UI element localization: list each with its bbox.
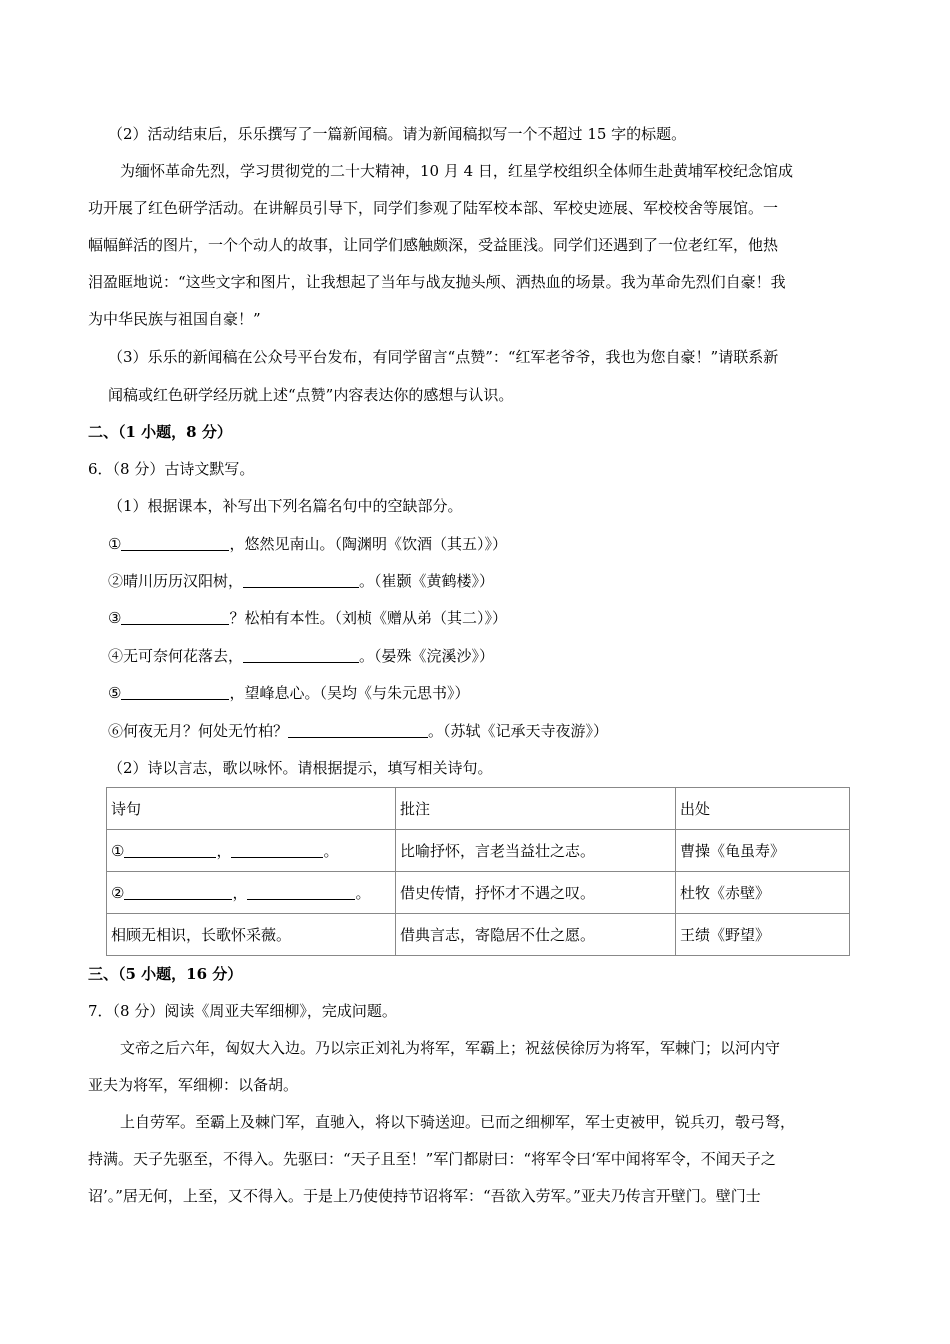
note-cell: 借典言志，寄隐居不仕之愿。	[396, 914, 676, 956]
table-row	[107, 830, 850, 872]
note-cell: 借史传情，抒怀才不遇之叹。	[396, 872, 676, 914]
fill-blank-item: ⑥何夜无月？何处无竹柏？ 。（苏轼《记承天寺夜游》）	[108, 722, 609, 740]
poem-table	[106, 787, 850, 956]
question-title: 7．（8 分）阅读《周亚夫军细柳》，完成问题。	[88, 1002, 397, 1020]
news-line: 功开展了红色研学活动。在讲解员引导下，同学们参观了陆军校本部、军校史迹展、军校校舍等展馆。一	[88, 199, 779, 217]
answer-blank[interactable]	[231, 841, 323, 858]
poem-cell: ② ， 。	[107, 872, 396, 914]
answer-blank[interactable]	[247, 883, 355, 900]
news-line: 泪盈眶地说：“这些文字和图片，让我想起了当年与战友抛头颅、洒热血的场景。我为革命先烈们自豪！我	[88, 273, 786, 291]
section-heading: 二、（1 小题，8 分）	[88, 423, 232, 441]
answer-blank[interactable]	[124, 883, 232, 900]
passage-line: 持满。天子先驱至，不得入。先驱曰：“天子且至！”军门都尉曰：“将军令曰‘军中闻将军令，不闻天子之	[88, 1150, 776, 1168]
answer-blank[interactable]	[243, 571, 359, 588]
q6-part2-prompt: （2）诗以言志，歌以咏怀。请根据提示，填写相关诗句。	[108, 759, 493, 777]
passage-line: 亚夫为将军，军细柳：以备胡。	[88, 1076, 299, 1094]
fill-blank-item: ②晴川历历汉阳树， 。（崔颢《黄鹤楼》）	[108, 572, 495, 590]
table-row	[107, 872, 850, 914]
fill-blank-item: ① ，悠然见南山。（陶渊明《饮酒（其五）》）	[108, 535, 507, 553]
question-title: 6．（8 分）古诗文默写。	[88, 460, 255, 478]
source-cell: 杜牧《赤壁》	[676, 872, 850, 914]
passage-line: 文帝之后六年，匈奴大入边。乃以宗正刘礼为将军，军霸上；祝兹侯徐厉为将军，军棘门；以河内守	[120, 1039, 781, 1057]
news-line: 为缅怀革命先烈，学习贯彻党的二十大精神，10 月 4 日，红星学校组织全体师生赴黄埔军校纪念馆成	[120, 162, 793, 180]
q5-part2-prompt: （2）活动结束后，乐乐撰写了一篇新闻稿。请为新闻稿拟写一个不超过 15 字的标题。	[108, 125, 687, 143]
table-header-row	[107, 788, 850, 830]
q6-part1-prompt: （1）根据课本，补写出下列名篇名句中的空缺部分。	[108, 497, 463, 515]
fill-blank-item: ⑤ ，望峰息心。（吴均《与朱元思书》）	[108, 684, 470, 702]
source-cell: 曹操《龟虽寿》	[676, 830, 850, 872]
answer-blank[interactable]	[121, 683, 229, 700]
table-row	[107, 914, 850, 956]
answer-blank[interactable]	[121, 608, 229, 625]
fill-blank-item: ③ ？松柏有本性。（刘桢《赠从弟（其二）》）	[108, 609, 507, 627]
poem-cell: 相顾无相识，长歌怀采薇。	[107, 914, 396, 956]
answer-blank[interactable]	[124, 841, 216, 858]
poem-cell: ① ， 。	[107, 830, 396, 872]
answer-blank[interactable]	[243, 646, 359, 663]
note-cell: 比喻抒怀，言老当益壮之志。	[396, 830, 676, 872]
column-header: 诗句	[107, 788, 396, 830]
section-heading: 三、（5 小题，16 分）	[88, 965, 243, 983]
news-line: 为中华民族与祖国自豪！”	[88, 310, 261, 328]
news-line: 幅幅鲜活的图片，一个个动人的故事，让同学们感触颇深，受益匪浅。同学们还遇到了一位老红军，他热	[88, 236, 779, 254]
answer-blank[interactable]	[288, 721, 428, 738]
q5-part3-prompt: （3）乐乐的新闻稿在公众号平台发布，有同学留言“点赞”：“红军老爷爷，我也为您自豪！”请联系新	[108, 348, 779, 366]
source-cell: 王绩《野望》	[676, 914, 850, 956]
passage-line: 诏’。”居无何，上至，又不得入。于是上乃使使持节诏将军：“吾欲入劳军。”亚夫乃传言开壁门。壁门士	[88, 1187, 761, 1205]
column-header: 出处	[676, 788, 850, 830]
column-header: 批注	[396, 788, 676, 830]
answer-blank[interactable]	[121, 534, 229, 551]
q5-part3-prompt-cont: 闻稿或红色研学经历就上述“点赞”内容表达你的感想与认识。	[108, 386, 514, 404]
fill-blank-item: ④无可奈何花落去， 。（晏殊《浣溪沙》）	[108, 647, 495, 665]
passage-line: 上自劳军。至霸上及棘门军，直驰入，将以下骑送迎。已而之细柳军，军士吏被甲，锐兵刃，彀弓弩，	[120, 1113, 796, 1131]
